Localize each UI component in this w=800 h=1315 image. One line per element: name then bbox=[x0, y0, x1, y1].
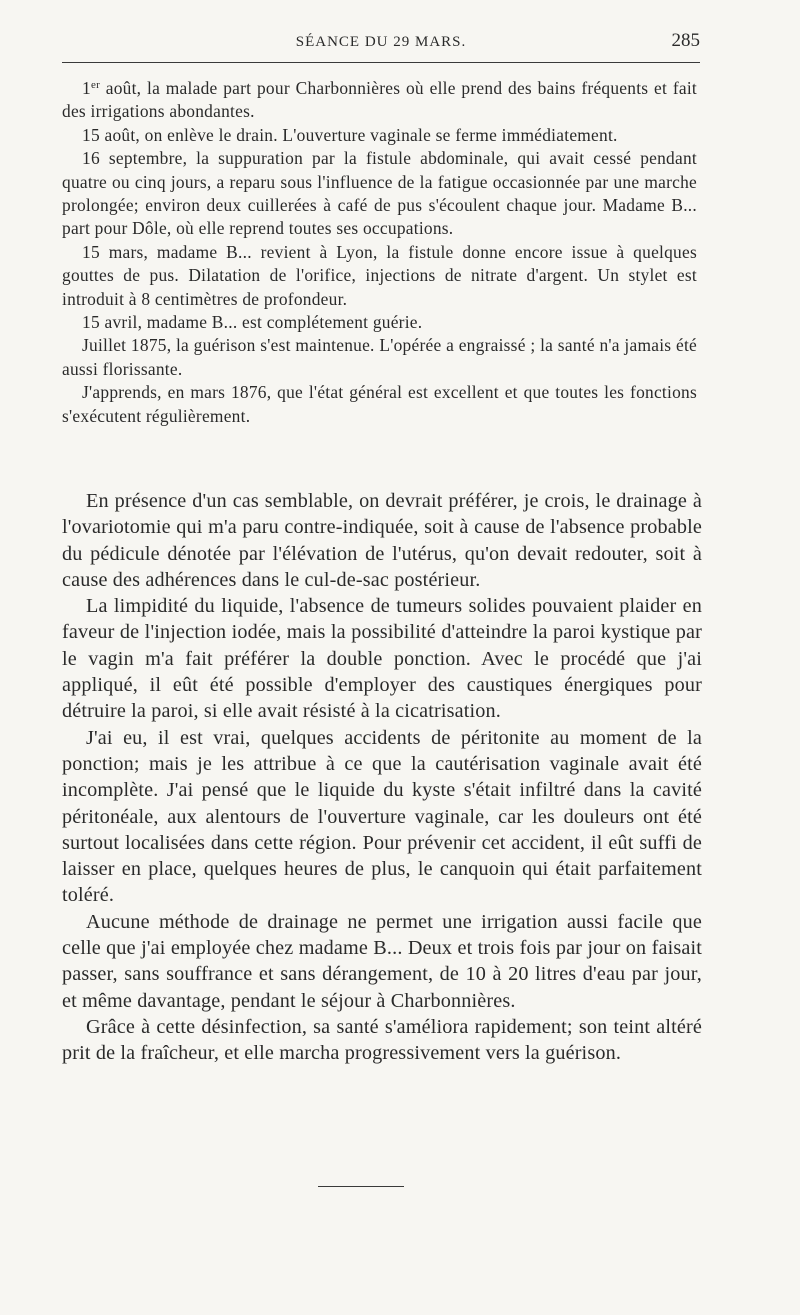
body-paragraph: Grâce à cette désinfection, sa santé s'améliora rapidement; son teint altéré prit de la fraîcheur, et elle marcha progressivement vers la guérison. bbox=[62, 1015, 702, 1065]
section-end-rule bbox=[318, 1186, 404, 1187]
case-note-paragraph: 15 mars, madame B... revient à Lyon, la fistule donne encore issue à quelques gouttes de pus. Dilatation de l'orifice, injections de nitrate d'argent. Un stylet est introduit à 8 centimètres de profondeur. bbox=[62, 241, 697, 309]
case-notes bbox=[62, 77, 697, 428]
ordinal-superscript: er bbox=[90, 79, 100, 91]
body-paragraph: La limpidité du liquide, l'absence de tumeurs solides pouvaient plaider en faveur de l'injection iodée, mais la possibilité d'atteindre la paroi kystique par le vagin m'a fait préférer la double ponction. Avec le procédé que j'ai appliqué, il eût été possible d'employer des caustiques énergiques pour détruire la paroi, si elle avait résisté à la cicatrisation. bbox=[62, 595, 702, 723]
body-paragraph: En présence d'un cas semblable, on devrait préférer, je crois, le drainage à l'ovariotomie qui m'a paru contre-indiquée, soit à cause de l'absence probable du pédicule dénotée par l'élévation de l'utérus, qu'on devait redouter, soit à cause des adhérences dans le cul-de-sac postérieur. bbox=[62, 490, 702, 591]
case-note-paragraph bbox=[62, 77, 697, 124]
case-note-text: août, la malade part pour Charbonnières où elle prend des bains fréquents et fait des irrigations abondantes. bbox=[62, 78, 697, 122]
case-note-paragraph: 15 août, on enlève le drain. L'ouverture vaginale se ferme immédiatement. bbox=[82, 124, 618, 145]
body-paragraph: Aucune méthode de drainage ne permet une irrigation aussi facile que celle que j'ai employée chez madame B... Deux et trois fois par jour on faisait passer, sans souffrance et sans dérangement, de 10 à 20 litres d'eau par jour, et même davantage, pendant le séjour à Charbonnières. bbox=[62, 910, 702, 1012]
case-note-paragraph: 16 septembre, la suppuration par la fistule abdominale, qui avait cessé pendant quatre ou cinq jours, a reparu sous l'influence de la fatigue occasionnée par une marche prolongée; environ deux cuillerées à café de pus s'écoulent chaque jour. Madame B... part pour Dôle, où elle reprend toutes ses occupations. bbox=[62, 148, 697, 239]
case-note-paragraph: Juillet 1875, la guérison s'est maintenue. L'opérée a engraissé ; la santé n'a jamais été aussi florissante. bbox=[62, 335, 697, 379]
header-title: SÉANCE DU 29 MARS. bbox=[295, 34, 467, 50]
case-note-paragraph: 15 avril, madame B... est complétement guérie. bbox=[82, 312, 423, 333]
date-day: 1 bbox=[82, 78, 91, 98]
page-number: 285 bbox=[671, 30, 700, 51]
discussion-text bbox=[62, 488, 702, 1067]
body-paragraph: J'ai eu, il est vrai, quelques accidents de péritonite au moment de la ponction; mais je les attribue à ce que la cautérisation vaginale avait été incomplète. J'ai pensé que le liquide du kyste s'était infiltré dans la cavité péritonéale, aux alentours de l'ouverture vaginale, car les douleurs ont été surtout localisées dans cette région. Pour prévenir cet accident, il eût suffi de laisser en place, quelques heures de plus, le canquoin qui était parfaitement toléré. bbox=[62, 726, 702, 907]
case-note-paragraph: J'apprends, en mars 1876, que l'état général est excellent et que toutes les fonctions s'exécutent régulièrement. bbox=[62, 382, 697, 426]
running-header bbox=[62, 30, 700, 63]
